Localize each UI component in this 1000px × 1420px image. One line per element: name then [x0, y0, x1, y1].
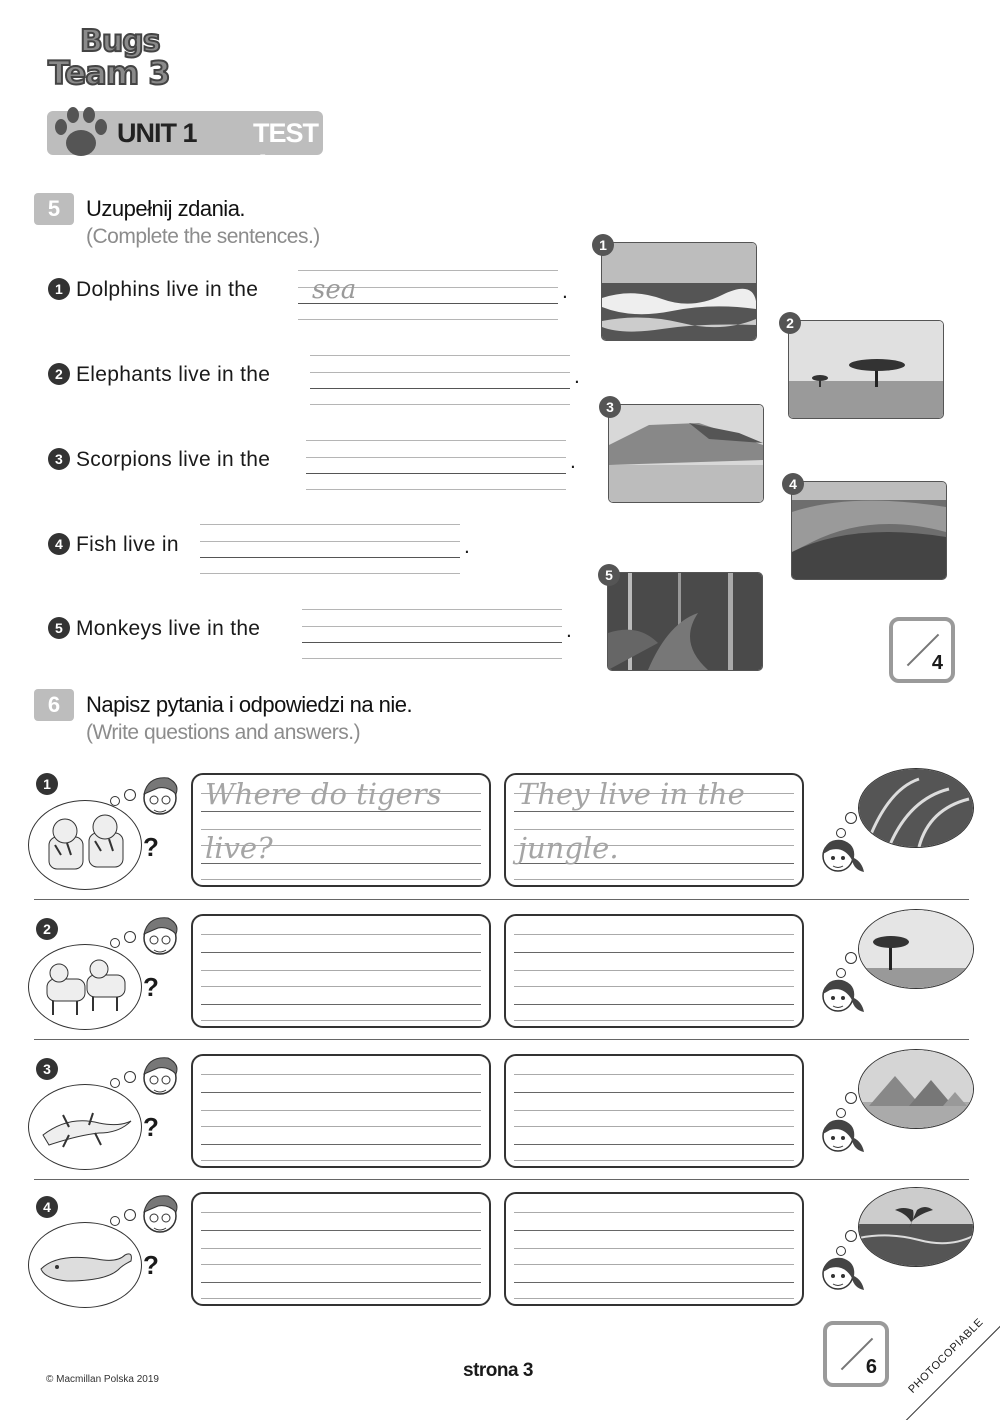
thought-cloud-question [28, 1084, 142, 1170]
desert-pyramids-icon [858, 1049, 974, 1129]
thought-dot [845, 1230, 857, 1242]
answer-text-1: sea [312, 275, 357, 305]
sentence-5 [48, 617, 260, 641]
answer-line-2: jungle. [518, 831, 619, 865]
exercise-6-subtitle: (Write questions and answers.) [86, 721, 361, 744]
copyright: © Macmillan Polska 2019 [46, 1374, 159, 1385]
photocopiable-corner [865, 1280, 1000, 1420]
photo-number: 2 [779, 312, 801, 334]
sentence-text: Elephants live in the [76, 363, 271, 386]
row-number: 3 [36, 1058, 58, 1080]
whale-icon [37, 1247, 135, 1287]
unit-banner [47, 111, 323, 179]
test-label: TEST A [253, 118, 319, 179]
question-bubble[interactable] [191, 1192, 491, 1306]
score-value: 4 [931, 652, 943, 674]
sentence-number: 2 [48, 363, 70, 385]
thought-dot [836, 1108, 846, 1118]
row-number: 2 [36, 918, 58, 940]
question-bubble[interactable] [191, 914, 491, 1028]
river-photo [791, 481, 947, 580]
answer-line-3[interactable] [306, 440, 566, 489]
answer-line-4[interactable] [200, 524, 460, 573]
question-mark: ? [143, 972, 159, 1002]
sentence-end: . [464, 535, 470, 558]
logo-line-1: Bugs [80, 24, 160, 59]
sentence-text: Scorpions live in the [76, 448, 271, 471]
boy-avatar-icon [138, 1190, 182, 1240]
logo-line-2: Team 3 [48, 54, 170, 92]
sentence-end: . [566, 619, 572, 642]
sentence-number: 1 [48, 278, 70, 300]
thought-dot [110, 938, 120, 948]
boy-avatar-icon [138, 772, 182, 822]
thought-dot [124, 1209, 136, 1221]
desert-photo [608, 404, 764, 503]
answer-bubble[interactable] [504, 914, 804, 1028]
photocopiable-label: PHOTOCOPIABLE [906, 1316, 986, 1396]
jungle-photo [607, 572, 763, 671]
sea-whale-tail-icon [858, 1187, 974, 1267]
sentence-text: Dolphins live in the [76, 278, 259, 301]
row-number: 4 [36, 1196, 58, 1218]
girl-avatar-icon [818, 972, 866, 1018]
sentence-number: 3 [48, 448, 70, 470]
exercise-5-title: Uzupełnij zdania. [86, 196, 246, 221]
page-number: strona 3 [463, 1360, 533, 1381]
photo-number: 3 [599, 396, 621, 418]
answer-line-1: They live in the [518, 777, 745, 811]
tigers-icon [45, 811, 129, 877]
row-number: 1 [36, 773, 58, 795]
sentence-end: . [562, 280, 568, 303]
jungle-icon [858, 768, 974, 848]
thought-dot [124, 931, 136, 943]
row-divider [34, 1179, 969, 1180]
girl-avatar-icon [818, 832, 866, 878]
thought-dot [836, 968, 846, 978]
sentence-4 [48, 533, 179, 557]
question-line-2: live? [205, 831, 273, 865]
thought-cloud-question [28, 1222, 142, 1308]
thought-dot [836, 1246, 846, 1256]
thought-dot [845, 952, 857, 964]
bugs-team-logo [48, 24, 198, 94]
sentence-end: . [570, 450, 576, 473]
photo-number: 5 [598, 564, 620, 586]
question-bubble[interactable] [191, 1054, 491, 1168]
thought-dot [845, 812, 857, 824]
question-line-1: Where do tigers [205, 777, 442, 811]
girl-avatar-icon [818, 1250, 866, 1296]
sentence-number: 4 [48, 533, 70, 555]
savanna-icon [858, 909, 974, 989]
boy-avatar-icon [138, 1052, 182, 1102]
sentence-number: 5 [48, 617, 70, 639]
row-divider [34, 899, 969, 900]
photo-number: 4 [782, 473, 804, 495]
paw-icon [51, 103, 111, 163]
question-mark: ? [143, 1112, 159, 1142]
thought-cloud-question [28, 800, 142, 890]
thought-dot [110, 796, 120, 806]
answer-bubble[interactable] [504, 1192, 804, 1306]
photo-number: 1 [592, 234, 614, 256]
answer-bubble[interactable] [504, 1054, 804, 1168]
sea-photo [601, 242, 757, 341]
thought-dot [124, 789, 136, 801]
answer-bubble[interactable] [504, 773, 804, 887]
exercise-6-title: Napisz pytania i odpowiedzi na nie. [86, 692, 413, 717]
sentence-2 [48, 363, 270, 387]
row-divider [34, 1039, 969, 1040]
score-box-ex5 [889, 617, 955, 683]
answer-line-1[interactable] [298, 270, 558, 319]
sentence-1 [48, 278, 258, 302]
thought-dot [836, 828, 846, 838]
thought-dot [124, 1071, 136, 1083]
exercise-6-number: 6 [34, 689, 74, 721]
answer-line-5[interactable] [302, 609, 562, 658]
thought-dot [110, 1078, 120, 1088]
savanna-photo [788, 320, 944, 419]
sentence-text: Monkeys live in the [76, 617, 261, 640]
exercise-5-subtitle: (Complete the sentences.) [86, 225, 320, 248]
question-mark: ? [143, 832, 159, 862]
score-value: 6 [865, 1356, 877, 1378]
sentence-3 [48, 448, 270, 472]
cheetahs-icon [43, 959, 129, 1017]
sentence-text: Fish live in [76, 533, 179, 556]
question-mark: ? [143, 1250, 159, 1280]
question-bubble[interactable] [191, 773, 491, 887]
thought-cloud-question [28, 944, 142, 1030]
girl-avatar-icon [818, 1112, 866, 1158]
unit-label: UNIT 1 [117, 118, 197, 148]
sentence-end: . [574, 365, 580, 388]
thought-dot [110, 1216, 120, 1226]
answer-line-2[interactable] [310, 355, 570, 404]
boy-avatar-icon [138, 912, 182, 962]
thought-dot [845, 1092, 857, 1104]
exercise-5-number: 5 [34, 193, 74, 225]
lizard-icon [39, 1105, 133, 1151]
